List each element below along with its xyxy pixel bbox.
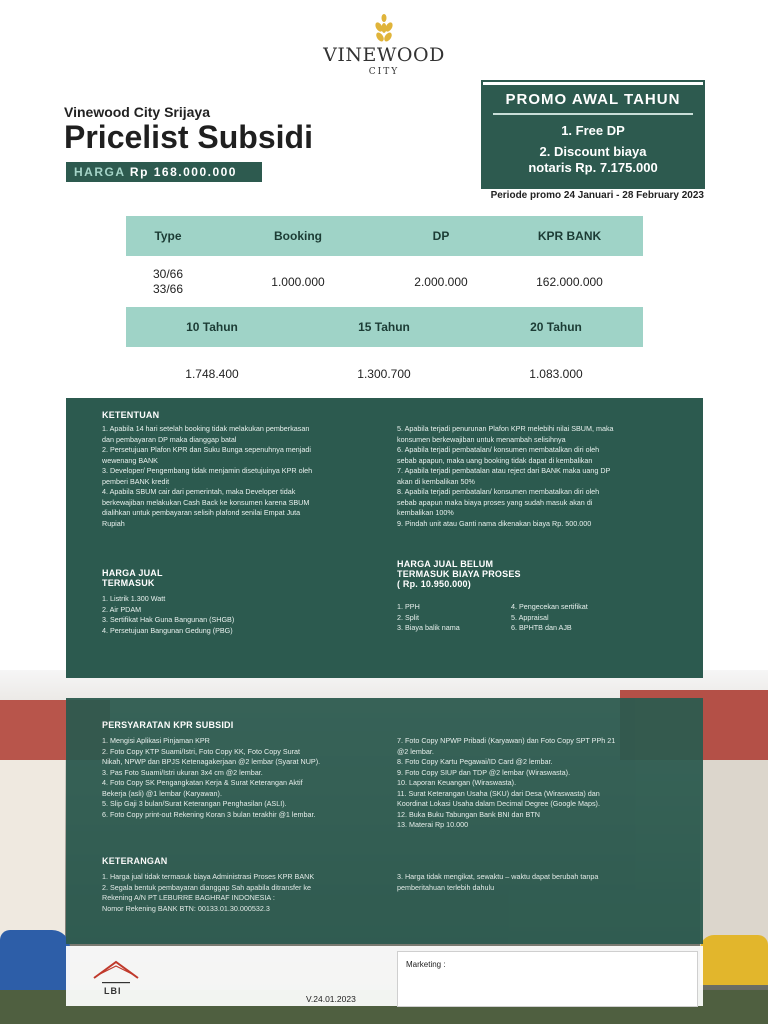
lbi-logo-text: LBI xyxy=(104,986,122,996)
keterangan-line: Nomor Rekening BANK BTN: 00133.01.30.000532.3 xyxy=(102,903,270,913)
logo-sub: CITY xyxy=(368,67,400,77)
ketentuan-line: akan di kembalikan 50% xyxy=(397,476,475,486)
keterangan-line: 3. Harga tidak mengikat, sewaktu – waktu dapat berubah tanpa xyxy=(397,872,599,881)
ketentuan-line: sebab apapun, maka uang booking tidak dapat di kembalikan xyxy=(397,455,593,465)
ketentuan-line: 5. Apabila terjadi penurunan Plafon KPR melebihi nilai SBUM, maka xyxy=(397,424,614,433)
promo-item-1: 1. Free DP xyxy=(561,123,625,138)
installment-table-header xyxy=(126,307,643,347)
persyaratan-line: 4. Foto Copy SK Pengangkatan Kerja & Surat Keterangan Aktif xyxy=(102,778,303,787)
promo-title: PROMO AWAL TAHUN xyxy=(505,91,681,108)
ketentuan-line: dan pembayaran DP maka dianggap batal xyxy=(102,434,237,444)
price-table-row xyxy=(126,262,643,302)
ketentuan-line: 9. Pindah unit atau Ganti nama dikenakan biaya Rp. 500.000 xyxy=(397,518,592,528)
ketentuan-line: 2. Persetujuan Plafon KPR dan Suku Bunga sepenuhnya menjadi xyxy=(102,445,311,454)
persyaratan-line: 9. Foto Copy SIUP dan TDP @2 lembar (Wiraswasta). xyxy=(397,767,571,777)
persyaratan-line: 10. Laporan Keuangan (Wiraswasta). xyxy=(397,778,517,787)
cell-10-tahun: 1.748.400 xyxy=(185,367,239,381)
belum-list-col-2 xyxy=(511,602,588,634)
cell-kpr-bank: 162.000.000 xyxy=(536,275,603,289)
persyaratan-left-list xyxy=(102,736,320,820)
house-wall-right xyxy=(700,760,768,950)
keterangan-line: 2. Segala bentuk pembayaran dianggap Sah apabila ditransfer ke xyxy=(102,882,311,892)
ketentuan-right-list xyxy=(397,424,614,529)
belum-item: 2. Split xyxy=(397,612,419,622)
persyaratan-line: 1. Mengisi Aplikasi Pinjaman KPR xyxy=(102,736,210,745)
logo-name: VINEWOOD xyxy=(323,44,445,66)
termasuk-title-2: TERMASUK xyxy=(102,578,155,588)
installment-table-row xyxy=(126,354,643,394)
ketentuan-line: 7. Apabila terjadi pembatalan atau reject dari BANK maka uang DP xyxy=(397,466,611,475)
marketing-label: Marketing : xyxy=(406,960,446,969)
vinewood-leaf-icon xyxy=(374,14,394,44)
belum-title-3: ( Rp. 10.950.000) xyxy=(397,579,471,589)
ketentuan-line: wewenang BANK xyxy=(102,455,158,465)
col-type: Type xyxy=(154,229,182,243)
termasuk-item: 4. Persetujuan Bangunan Gedung (PBG) xyxy=(102,625,233,635)
belum-item: 5. Appraisal xyxy=(511,612,549,622)
keterangan-right-list xyxy=(397,872,598,893)
persyaratan-line: 6. Foto Copy print-out Rekening Koran 3 bulan terakhir @1 lembar. xyxy=(102,809,316,819)
persyaratan-line: 7. Foto Copy NPWP Pribadi (Karyawan) dan Foto Copy SPT PPh 21 xyxy=(397,736,616,745)
ketentuan-line: 4. Apabila SBUM cair dari pemerintah, maka Developer tidak xyxy=(102,487,296,496)
ketentuan-line: 1. Apabila 14 hari setelah booking tidak melakukan pemberkasan xyxy=(102,424,310,433)
persyaratan-line: 5. Slip Gaji 3 bulan/Surat Keterangan Penghasilan (ASLI). xyxy=(102,799,287,808)
keterangan-line: Rekening A/N PT LEBURRE BAGHRAF INDONESIA : xyxy=(102,893,275,902)
persyaratan-right-list xyxy=(397,736,615,831)
keterangan-line: 1. Harga jual tidak termasuk biaya Administrasi Proses KPR BANK xyxy=(102,872,315,881)
persyaratan-line: Bekerja (asli) @1 lembar (Karyawan). xyxy=(102,788,222,798)
ketentuan-line: 3. Developer/ Pengembang tidak menjamin disetujuinya KPR oleh xyxy=(102,466,313,475)
persyaratan-line: Nikah, NPWP dan BPJS Ketenagakerjaan @2 lembar (Syarat NUP). xyxy=(102,757,321,766)
persyaratan-line: 3. Pas Foto Suami/Istri ukuran 3x4 cm @2 lembar. xyxy=(102,767,263,777)
termasuk-list xyxy=(102,594,234,636)
house-wall-left xyxy=(0,760,65,950)
ketentuan-line: dialihkan untuk pembayaran selisih plafond senilai Empat Juta xyxy=(102,508,301,517)
keterangan-left-list xyxy=(102,872,314,914)
project-name: Vinewood City Srijaya xyxy=(64,104,211,120)
persyaratan-title: PERSYARATAN KPR SUBSIDI xyxy=(102,720,234,730)
persyaratan-line: 8. Foto Copy Kartu Pegawai/ID Card @2 lembar. xyxy=(397,757,553,766)
version-label: V.24.01.2023 xyxy=(306,994,356,1004)
col-dp: DP xyxy=(432,229,450,243)
ketentuan-line: sebab apapun maka biaya proses yang sudah masuk akan di xyxy=(397,497,593,507)
termasuk-item: 3. Sertifikat Hak Guna Bangunan (SHGB) xyxy=(102,615,235,624)
persyaratan-line: @2 lembar. xyxy=(397,746,434,756)
car-yellow xyxy=(700,935,768,985)
ketentuan-line: 6. Apabila terjadi pembatalan/ konsumen membatalkan diri oleh xyxy=(397,445,600,454)
page-title: Pricelist Subsidi xyxy=(64,119,313,155)
belum-item: 1. PPH xyxy=(397,602,420,611)
keterangan-title: KETERANGAN xyxy=(102,856,168,866)
ketentuan-title: KETENTUAN xyxy=(102,410,160,420)
termasuk-item: 1. Listrik 1.300 Watt xyxy=(102,594,166,603)
persyaratan-line: 12. Buka Buku Tabungan Bank BNI dan BTN xyxy=(397,809,540,819)
persyaratan-line: Koordinat Lokasi Usaha dalam Decimal Degree (Google Maps). xyxy=(397,799,600,808)
ketentuan-line: kembalikan 100% xyxy=(397,508,454,517)
ketentuan-line: Rupiah xyxy=(102,518,125,528)
belum-item: 6. BPHTB dan AJB xyxy=(511,623,572,632)
belum-list-col-1 xyxy=(397,602,460,634)
belum-title-2: TERMASUK BIAYA PROSES xyxy=(397,569,521,579)
cell-20-tahun: 1.083.000 xyxy=(529,367,583,381)
type-option-1: 30/66 xyxy=(152,267,184,281)
car-blue xyxy=(0,930,70,990)
col-booking: Booking xyxy=(274,229,322,243)
persyaratan-line: 11. Surat Keterangan Usaha (SKU) dari Desa (Wiraswasta) dan xyxy=(397,788,600,798)
col-15-tahun: 15 Tahun xyxy=(358,320,410,334)
ketentuan-line: konsumen berkewajiban untuk menambah selisihnya xyxy=(397,434,566,444)
persyaratan-line: 2. Foto Copy KTP Suami/Istri, Foto Copy KK, Foto Copy Surat xyxy=(102,746,301,756)
terms-panel xyxy=(66,398,703,678)
termasuk-item: 2. Air PDAM xyxy=(102,604,142,614)
cell-dp: 2.000.000 xyxy=(414,275,468,289)
belum-title-1: HARGA JUAL BELUM xyxy=(397,559,494,569)
cell-type xyxy=(126,267,210,297)
cell-booking: 1.000.000 xyxy=(271,275,325,289)
persyaratan-line: 13. Materai Rp 10.000 xyxy=(397,820,469,829)
keterangan-line: pemberitahuan terlebih dahulu xyxy=(397,882,495,892)
promo-box xyxy=(483,82,703,187)
termasuk-title-1: HARGA JUAL xyxy=(102,568,163,578)
requirements-panel xyxy=(66,698,703,944)
belum-item: 4. Pengecekan sertifikat xyxy=(511,602,588,611)
col-kpr-bank: KPR BANK xyxy=(537,229,602,243)
promo-item-2-line-1: 2. Discount biaya xyxy=(539,144,647,159)
col-10-tahun: 10 Tahun xyxy=(186,320,238,334)
ketentuan-line: berkewajiban melakukan Cash Back ke konsumen karena SBUM xyxy=(102,497,310,507)
type-option-2: 33/66 xyxy=(152,282,184,296)
harga-value: Rp 168.000.000 xyxy=(129,165,237,179)
promo-item-2-line-2: notaris Rp. 7.175.000 xyxy=(528,160,658,175)
harga-label: HARGA xyxy=(74,165,126,179)
price-table-header xyxy=(126,216,643,256)
harga-badge xyxy=(66,162,262,182)
col-20-tahun: 20 Tahun xyxy=(530,320,582,334)
ketentuan-left-list xyxy=(102,424,312,529)
promo-divider xyxy=(493,113,693,115)
belum-item: 3. Biaya balik nama xyxy=(397,623,460,632)
promo-period: Periode promo 24 Januari - 28 February 2023 xyxy=(490,190,704,201)
cell-15-tahun: 1.300.700 xyxy=(357,367,411,381)
ketentuan-line: 8. Apabila terjadi pembatalan/ konsumen membatalkan diri oleh xyxy=(397,487,600,496)
ketentuan-line: pemberi BANK kredit xyxy=(102,476,170,486)
